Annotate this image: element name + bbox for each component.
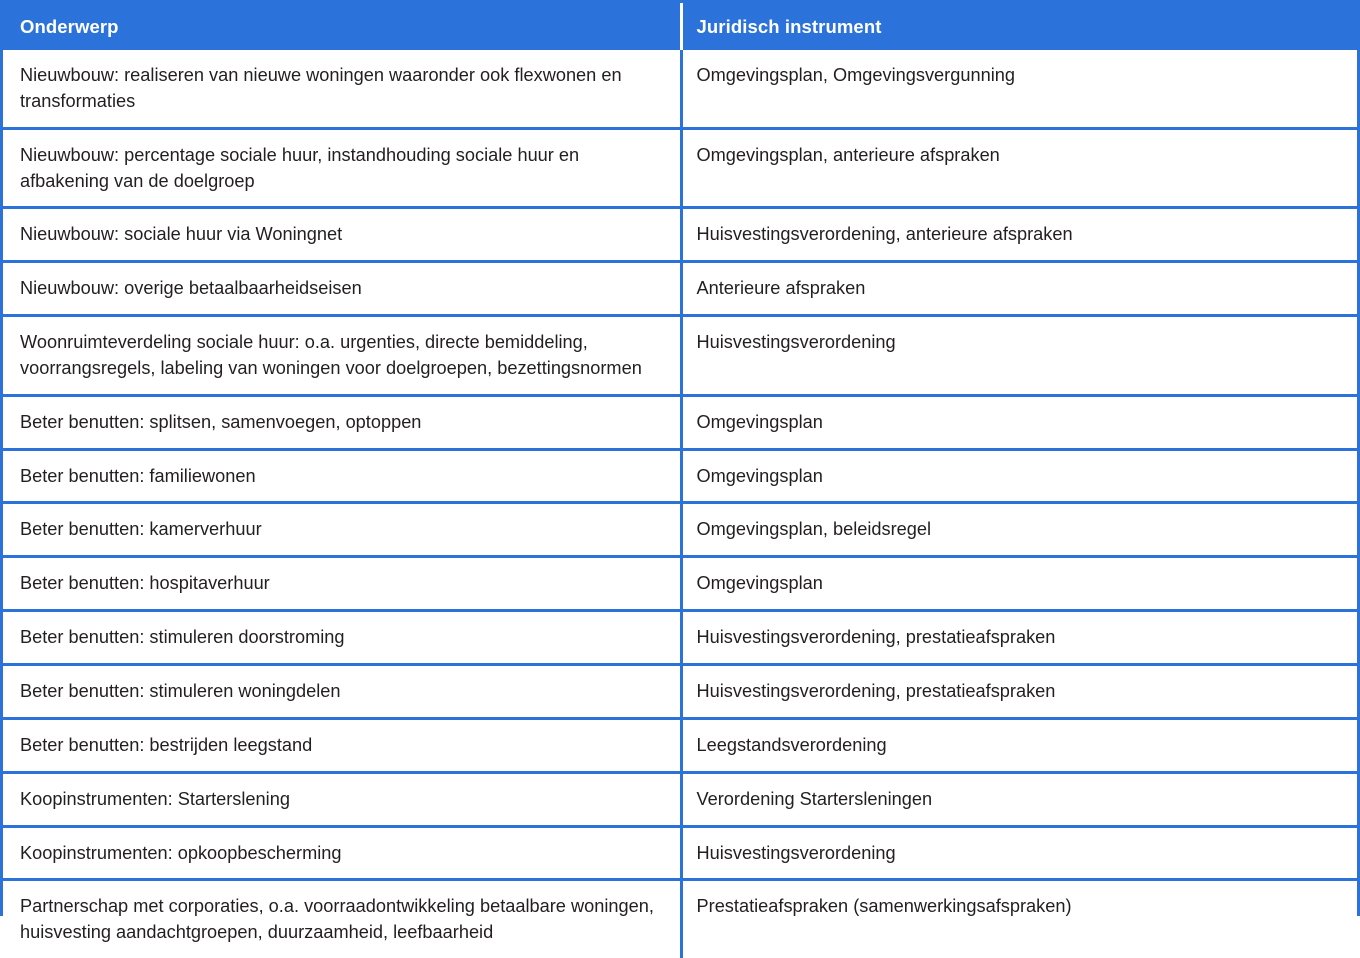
table-row bbox=[3, 880, 1357, 958]
cell-onderwerp: Beter benutten: stimuleren woningdelen bbox=[3, 664, 681, 718]
column-header-onderwerp: Onderwerp bbox=[3, 3, 681, 50]
table-row bbox=[3, 718, 1357, 772]
cell-juridisch-instrument: Huisvestingsverordening, prestatieafspraken bbox=[681, 611, 1357, 665]
cell-onderwerp: Beter benutten: familiewonen bbox=[3, 449, 681, 503]
cell-juridisch-instrument: Prestatieafspraken (samenwerkingsafspraken) bbox=[681, 880, 1357, 958]
table-row bbox=[3, 664, 1357, 718]
cell-onderwerp: Nieuwbouw: realiseren van nieuwe woningen waaronder ook flexwonen en transformaties bbox=[3, 50, 681, 128]
cell-onderwerp: Beter benutten: stimuleren doorstroming bbox=[3, 611, 681, 665]
table-row bbox=[3, 395, 1357, 449]
table-row bbox=[3, 262, 1357, 316]
cell-juridisch-instrument: Omgevingsplan, anterieure afspraken bbox=[681, 128, 1357, 208]
cell-juridisch-instrument: Huisvestingsverordening bbox=[681, 826, 1357, 880]
table-row bbox=[3, 128, 1357, 208]
cell-juridisch-instrument: Huisvestingsverordening, prestatieafspraken bbox=[681, 664, 1357, 718]
table-row bbox=[3, 503, 1357, 557]
cell-juridisch-instrument: Omgevingsplan, Omgevingsvergunning bbox=[681, 50, 1357, 128]
table-row bbox=[3, 826, 1357, 880]
cell-juridisch-instrument: Omgevingsplan bbox=[681, 557, 1357, 611]
cell-juridisch-instrument: Omgevingsplan, beleidsregel bbox=[681, 503, 1357, 557]
cell-juridisch-instrument: Huisvestingsverordening, anterieure afspraken bbox=[681, 208, 1357, 262]
cell-onderwerp: Beter benutten: bestrijden leegstand bbox=[3, 718, 681, 772]
table-header bbox=[3, 3, 1357, 50]
table-header-row bbox=[3, 3, 1357, 50]
table-row bbox=[3, 208, 1357, 262]
juridische-instrumenten-table bbox=[3, 3, 1357, 958]
table-row bbox=[3, 772, 1357, 826]
cell-onderwerp: Koopinstrumenten: Starterslening bbox=[3, 772, 681, 826]
cell-juridisch-instrument: Leegstandsverordening bbox=[681, 718, 1357, 772]
column-header-juridisch-instrument: Juridisch instrument bbox=[681, 3, 1357, 50]
cell-juridisch-instrument: Verordening Startersleningen bbox=[681, 772, 1357, 826]
cell-onderwerp: Woonruimteverdeling sociale huur: o.a. urgenties, directe bemiddeling, voorrangsregels, labeling van woningen voor doelgroepen, bezettingsnormen bbox=[3, 316, 681, 396]
cell-onderwerp: Nieuwbouw: sociale huur via Woningnet bbox=[3, 208, 681, 262]
table-row bbox=[3, 449, 1357, 503]
table-body bbox=[3, 50, 1357, 958]
cell-onderwerp: Nieuwbouw: percentage sociale huur, instandhouding sociale huur en afbakening van de doelgroep bbox=[3, 128, 681, 208]
cell-onderwerp: Beter benutten: splitsen, samenvoegen, optoppen bbox=[3, 395, 681, 449]
cell-onderwerp: Beter benutten: kamerverhuur bbox=[3, 503, 681, 557]
table-row bbox=[3, 557, 1357, 611]
cell-juridisch-instrument: Huisvestingsverordening bbox=[681, 316, 1357, 396]
cell-onderwerp: Partnerschap met corporaties, o.a. voorraadontwikkeling betaalbare woningen, huisvesting aandachtgroepen, duurzaamheid, leefbaarheid bbox=[3, 880, 681, 958]
cell-onderwerp: Koopinstrumenten: opkoopbescherming bbox=[3, 826, 681, 880]
table-row bbox=[3, 316, 1357, 396]
table-row bbox=[3, 50, 1357, 128]
cell-onderwerp: Beter benutten: hospitaverhuur bbox=[3, 557, 681, 611]
table-row bbox=[3, 611, 1357, 665]
cell-juridisch-instrument: Omgevingsplan bbox=[681, 395, 1357, 449]
cell-onderwerp: Nieuwbouw: overige betaalbaarheidseisen bbox=[3, 262, 681, 316]
cell-juridisch-instrument: Anterieure afspraken bbox=[681, 262, 1357, 316]
cell-juridisch-instrument: Omgevingsplan bbox=[681, 449, 1357, 503]
